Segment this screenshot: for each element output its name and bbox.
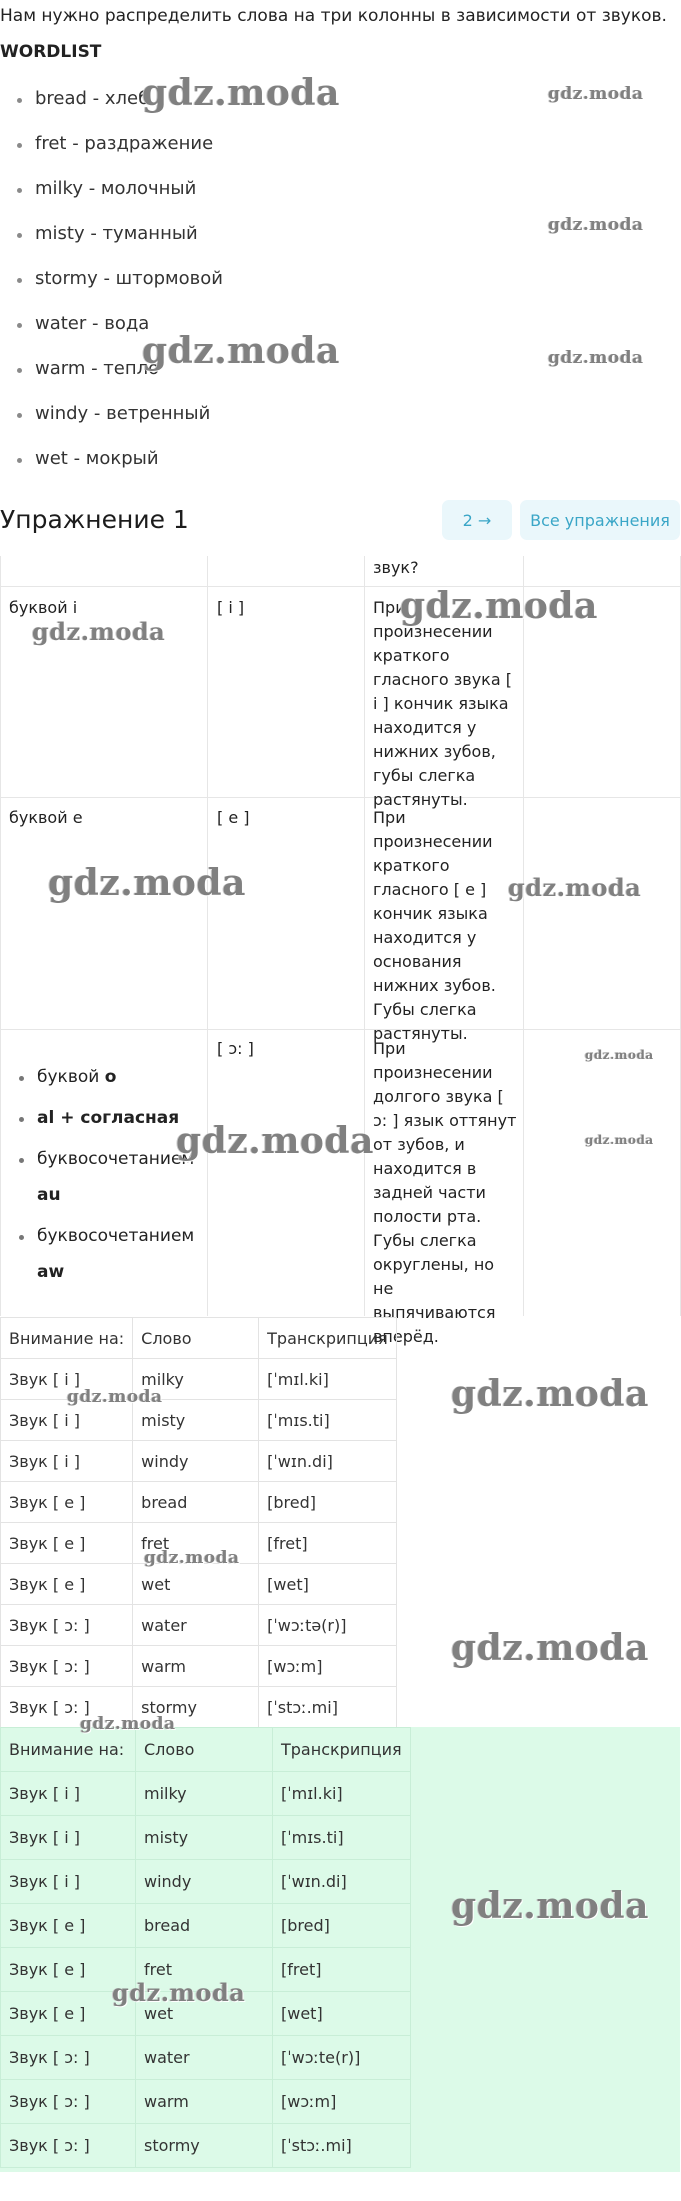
spelling-item: al + согласная	[1, 1100, 206, 1136]
table-cell: Звук [ i ]	[1, 1816, 136, 1860]
table-cell: misty	[133, 1400, 259, 1441]
table-cell: [ˈwɔːte(r)]	[273, 2036, 411, 2080]
table-cell: Звук [ i ]	[1, 1359, 133, 1400]
table-cell: windy	[133, 1441, 259, 1482]
watermark: gdz.moda	[32, 617, 166, 646]
table-cell: [ˈwɔːtə(r)]	[259, 1605, 397, 1646]
intro-text: Нам нужно распределить слова на три колонны в зависимости от звуков.	[0, 6, 667, 26]
table-cell: Звук [ ɔ: ]	[1, 1605, 133, 1646]
wordlist-heading: WORDLIST	[0, 42, 102, 62]
wordlist-item: water - вода	[14, 313, 534, 358]
watermark: gdz.moda	[176, 1120, 374, 1162]
table-cell: water	[136, 2036, 273, 2080]
table-header-cell: Внимание на:	[1, 1728, 136, 1772]
wordlist-item: bread - хлеб	[14, 88, 534, 133]
table-cell: [ˈwɪn.di]	[259, 1441, 397, 1482]
spelling-item: буквой o	[1, 1059, 206, 1095]
table-cell: milky	[133, 1359, 259, 1400]
table-cell: water	[133, 1605, 259, 1646]
table-cell: wet	[133, 1564, 259, 1605]
watermark: gdz.moda	[142, 330, 340, 372]
table-header-cell: Транскрипция	[273, 1728, 411, 1772]
table-cell: warm	[136, 2080, 273, 2124]
table-cell: warm	[133, 1646, 259, 1687]
exercise-title: Упражнение 1	[0, 505, 189, 534]
table-header-cell: Слово	[133, 1318, 259, 1359]
watermark: gdz.moda	[508, 873, 642, 902]
table-header-cell: Слово	[136, 1728, 273, 1772]
table-cell: [fret]	[273, 1948, 411, 1992]
table-row	[1, 1482, 397, 1523]
table-cell: [wɔːm]	[273, 2080, 411, 2124]
table-cell: Звук [ ɔ: ]	[1, 1687, 133, 1728]
watermark: gdz.moda	[48, 862, 246, 904]
table-cell: bread	[133, 1482, 259, 1523]
table-cell: [fret]	[259, 1523, 397, 1564]
watermark: gdz.moda	[67, 1387, 163, 1407]
table-header-cell: Внимание на:	[1, 1318, 133, 1359]
all-exercises-button[interactable]: Все упражнения	[520, 500, 680, 540]
wordlist-item: fret - раздражение	[14, 133, 534, 178]
watermark: gdz.moda	[451, 1373, 649, 1415]
table-row	[1, 1687, 397, 1728]
table-row	[1, 1400, 397, 1441]
rule-sound-i: [ i ]	[217, 598, 245, 617]
table-cell: stormy	[133, 1687, 259, 1728]
spelling-item: буквосочетанием au	[1, 1141, 206, 1213]
table-row	[1, 1359, 397, 1400]
wordlist-item: stormy - штормовой	[14, 268, 534, 313]
table-cell: bread	[136, 1904, 273, 1948]
table-cell: fret	[136, 1948, 273, 1992]
table-cell: [wet]	[259, 1564, 397, 1605]
answer-table	[0, 1317, 397, 1728]
table-cell: [bred]	[259, 1482, 397, 1523]
table-cell: windy	[136, 1860, 273, 1904]
watermark: gdz.moda	[548, 348, 644, 368]
table-cell: Звук [ e ]	[1, 1904, 136, 1948]
watermark: gdz.moda	[451, 1627, 649, 1669]
table-cell: [ˈstɔː.mi]	[273, 2124, 411, 2168]
table-cell: [bred]	[273, 1904, 411, 1948]
rule-description-o: При произнесении долгого звука [ ɔ: ] язык оттянут от зубов, и находится в задней части полости рта. Губы слегка округлены, но не выпячиваются вперёд.	[373, 1039, 517, 1346]
table-row	[1, 2124, 411, 2168]
table-row	[1, 1646, 397, 1687]
table-cell: [ˈmɪs.ti]	[273, 1816, 411, 1860]
rule-description-e: При произнесении краткого гласного [ e ] кончик языка находится у основания нижних зубов. Губы слегка растянуты.	[373, 808, 496, 1043]
rule-sound-e: [ e ]	[217, 808, 250, 827]
next-exercise-button[interactable]: 2 →	[442, 500, 512, 540]
table-row	[1, 1564, 397, 1605]
table-cell: Звук [ e ]	[1, 1482, 133, 1523]
watermark: gdz.moda	[451, 1885, 649, 1927]
watermark: gdz.moda	[400, 585, 598, 627]
table-cell: [wet]	[273, 1992, 411, 2036]
table-cell: Звук [ ɔ: ]	[1, 2080, 136, 2124]
table-cell: wet	[136, 1992, 273, 2036]
table-row	[1, 1441, 397, 1482]
table-cell: Звук [ e ]	[1, 1564, 133, 1605]
watermark: gdz.moda	[585, 1133, 654, 1147]
watermark: gdz.moda	[142, 72, 340, 114]
wordlist-item: windy - ветренный	[14, 403, 534, 448]
table-cell: [ˈmɪl.ki]	[259, 1359, 397, 1400]
table-row	[1, 2080, 411, 2124]
watermark: gdz.moda	[144, 1548, 240, 1568]
rule-spellings-o	[1, 1059, 206, 1295]
table-cell: stormy	[136, 2124, 273, 2168]
table-cell: Звук [ e ]	[1, 1992, 136, 2036]
watermark: gdz.moda	[112, 1978, 246, 2007]
table-cell: fret	[133, 1523, 259, 1564]
spelling-item: буквосочетанием aw	[1, 1218, 206, 1290]
table-row	[1, 1860, 411, 1904]
rule-letter-i: буквой i	[9, 598, 78, 617]
table-cell: [ˈmɪl.ki]	[273, 1772, 411, 1816]
rules-header-fragment: звук?	[373, 558, 419, 577]
table-row	[1, 1605, 397, 1646]
wordlist-item: milky - молочный	[14, 178, 534, 223]
table-row	[1, 1904, 411, 1948]
table-cell: [ˈmɪs.ti]	[259, 1400, 397, 1441]
wordlist-item: wet - мокрый	[14, 448, 534, 493]
answer-table-highlighted	[0, 1727, 411, 2168]
watermark: gdz.moda	[585, 1048, 654, 1062]
table-row	[1, 2036, 411, 2080]
table-cell: Звук [ ɔ: ]	[1, 1646, 133, 1687]
table-cell: Звук [ i ]	[1, 1860, 136, 1904]
table-cell: Звук [ ɔ: ]	[1, 2124, 136, 2168]
watermark: gdz.moda	[548, 215, 644, 235]
table-header-row	[1, 1318, 397, 1359]
wordlist-item: misty - туманный	[14, 223, 534, 268]
table-cell: misty	[136, 1816, 273, 1860]
table-cell: Звук [ i ]	[1, 1772, 136, 1816]
table-cell: Звук [ i ]	[1, 1441, 133, 1482]
table-cell: [wɔːm]	[259, 1646, 397, 1687]
rule-letter-e: буквой e	[9, 808, 83, 827]
table-cell: Звук [ e ]	[1, 1523, 133, 1564]
rule-description-i: При произнесении краткого гласного звука [ i ] кончик языка находится у нижних зубов, губы слегка растянуты.	[373, 598, 512, 809]
rule-sound-o: [ ɔ: ]	[217, 1039, 254, 1058]
table-cell: Звук [ ɔ: ]	[1, 2036, 136, 2080]
table-header-cell: Транскрипция	[259, 1318, 397, 1359]
table-cell: [ˈwɪn.di]	[273, 1860, 411, 1904]
table-row	[1, 1772, 411, 1816]
table-cell: Звук [ i ]	[1, 1400, 133, 1441]
table-row	[1, 1816, 411, 1860]
wordlist	[14, 88, 534, 493]
wordlist-item: warm - тепло	[14, 358, 534, 403]
watermark: gdz.moda	[80, 1714, 176, 1734]
watermark: gdz.moda	[548, 84, 644, 104]
table-header-row	[1, 1728, 411, 1772]
table-cell: milky	[136, 1772, 273, 1816]
table-cell: Звук [ e ]	[1, 1948, 136, 1992]
table-cell: [ˈstɔː.mi]	[259, 1687, 397, 1728]
